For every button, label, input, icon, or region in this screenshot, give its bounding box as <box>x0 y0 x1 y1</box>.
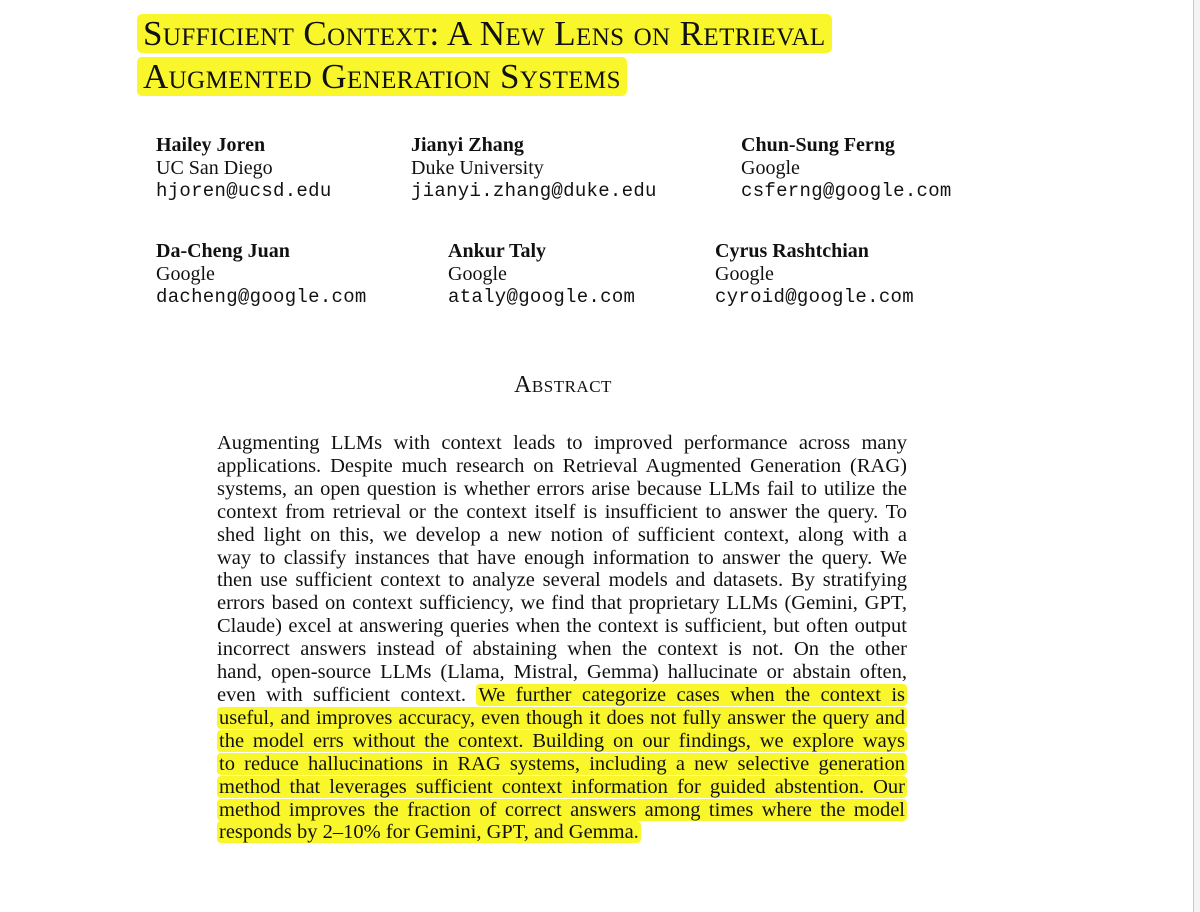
author-block <box>741 134 952 203</box>
author-name: Chun-Sung Ferng <box>741 134 895 156</box>
author-name: Jianyi Zhang <box>411 134 524 156</box>
abstract-line <box>217 547 907 570</box>
abstract-highlight: useful, and improves accuracy, even though it does not fully answer the query and <box>219 706 905 729</box>
abstract-body <box>217 432 907 844</box>
author-affiliation: UC San Diego <box>156 157 273 179</box>
abstract-text: systems, an open question is whether errors arise because LLMs fail to utilize the <box>217 477 907 500</box>
paper-title-line-2 <box>137 57 627 97</box>
abstract-text: Augmenting LLMs with context leads to improved performance across many <box>217 432 907 454</box>
abstract-heading: Abstract <box>514 372 612 398</box>
abstract-text: applications. Despite much research on Retrieval Augmented Generation (RAG) <box>217 454 907 477</box>
abstract-line <box>217 592 907 615</box>
abstract-line <box>217 730 907 753</box>
author-affiliation: Duke University <box>411 157 544 179</box>
abstract-text: then use sufficient context to analyze several models and datasets. By stratifying <box>217 569 907 592</box>
abstract-text: even with sufficient context. <box>217 683 477 706</box>
author-email: ataly@google.com <box>448 286 636 308</box>
abstract-line <box>217 569 907 592</box>
abstract-text: context from retrieval or the context itself is insufficient to answer the query. To <box>217 500 907 523</box>
abstract-highlight: We further categorize cases when the context is <box>478 683 905 706</box>
abstract-text: hand, open-source LLMs (Llama, Mistral, Gemma) hallucinate or abstain often, <box>217 661 907 684</box>
author-affiliation: Google <box>448 263 507 285</box>
abstract-line <box>217 776 907 799</box>
abstract-line <box>217 684 907 707</box>
abstract-text: way to classify instances that have enough information to answer the query. We <box>217 546 907 569</box>
abstract-line <box>217 432 907 455</box>
abstract-line <box>217 661 907 684</box>
abstract-highlight: method that leverages sufficient context information for guided abstention. Our <box>219 775 905 798</box>
abstract-highlight: responds by 2–10% for Gemini, GPT, and Gemma. <box>219 821 639 844</box>
author-name: Hailey Joren <box>156 134 266 156</box>
abstract-line <box>217 821 907 844</box>
abstract-text: Claude) excel at answering queries when the context is sufficient, but often output <box>217 615 907 638</box>
abstract-line <box>217 501 907 524</box>
author-name: Ankur Taly <box>448 240 547 262</box>
author-affiliation: Google <box>156 263 215 285</box>
abstract-line <box>217 478 907 501</box>
author-block <box>156 240 367 309</box>
author-block <box>411 134 657 203</box>
author-affiliation: Google <box>741 157 800 179</box>
abstract-line <box>217 707 907 730</box>
title-highlight: Augmented Generation Systems <box>137 57 627 96</box>
abstract-line <box>217 753 907 776</box>
author-email: csferng@google.com <box>741 180 952 202</box>
author-affiliation: Google <box>715 263 774 285</box>
abstract-text: incorrect answers instead of abstaining when the context is not. On the other <box>217 638 907 661</box>
scrollbar-track[interactable] <box>1193 0 1200 912</box>
abstract-text: errors based on context sufficiency, we find that proprietary LLMs (Gemini, GPT, <box>217 592 907 615</box>
author-email: jianyi.zhang@duke.edu <box>411 180 657 202</box>
author-block <box>156 134 332 203</box>
abstract-highlight: the model errs without the context. Building on our findings, we explore ways <box>219 729 905 752</box>
abstract-highlight: to reduce hallucinations in RAG systems, including a new selective generation <box>219 752 905 775</box>
author-name: Da-Cheng Juan <box>156 240 290 262</box>
abstract-line <box>217 455 907 478</box>
abstract-line <box>217 615 907 638</box>
author-block <box>715 240 914 309</box>
title-highlight: Sufficient Context: A New Lens on Retrieval <box>137 14 832 53</box>
author-email: dacheng@google.com <box>156 286 367 308</box>
abstract-text: shed light on this, we develop a new notion of sufficient context, along with a <box>217 523 907 546</box>
abstract-line <box>217 799 907 822</box>
paper-title-line-1 <box>137 14 832 54</box>
author-block <box>448 240 635 309</box>
abstract-line <box>217 524 907 547</box>
author-email: hjoren@ucsd.edu <box>156 180 332 202</box>
abstract-highlight: method improves the fraction of correct answers among times where the model <box>219 798 905 821</box>
author-email: cyroid@google.com <box>715 286 914 308</box>
abstract-line <box>217 638 907 661</box>
author-name: Cyrus Rashtchian <box>715 240 869 262</box>
